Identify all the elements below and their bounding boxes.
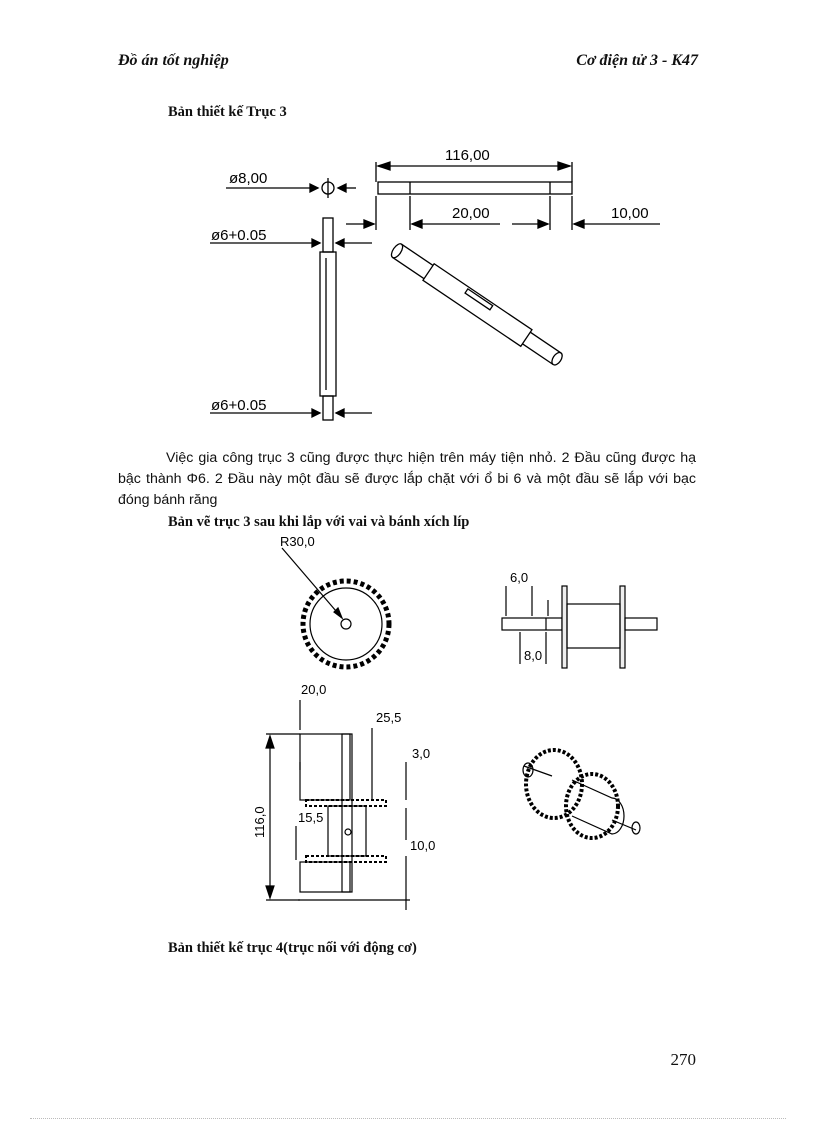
dim-dia8: ø8,00 (229, 170, 268, 187)
dim-tol-top: ø6+0.05 (211, 227, 267, 244)
dim-10: 10,0 (410, 838, 436, 853)
caption-shaft3-design: Bản thiết kế Trục 3 (168, 104, 287, 120)
dim-6: 6,0 (510, 570, 529, 585)
dim-3: 3,0 (412, 746, 431, 761)
header-right: Cơ điện tử 3 - K47 (576, 52, 698, 69)
sprocket-front-view (303, 581, 389, 667)
dim-20: 20,0 (301, 682, 327, 697)
dim-tol-bottom: ø6+0.05 (211, 397, 267, 414)
header-left: Đồ án tốt nghiệp (118, 52, 229, 69)
dim-radius: R30,0 (280, 534, 315, 549)
dim-15-5: 15,5 (298, 810, 324, 825)
dim-25-5: 25,5 (376, 710, 402, 725)
dim-116: 116,0 (252, 806, 267, 838)
caption-shaft4-design: Bản thiết kế trục 4(trục nối với động cơ) (168, 940, 417, 956)
dim-length-116: 116,00 (445, 147, 490, 164)
sprocket-isometric (523, 750, 640, 838)
footer-divider (30, 1118, 786, 1119)
process-paragraph-text: Việc gia công trục 3 cũng được thực hiện trên máy tiện nhỏ. 2 Đầu cũng được hạ bậc thành Φ6. 2 Đầu này một đầu sẽ được lắp chặt với ổ bi 6 và một đầu sẽ lắp với bạc đóng bánh răng (118, 450, 696, 508)
dim-length-20: 20,00 (452, 205, 490, 222)
dim-8: 8,0 (524, 648, 543, 663)
caption-shaft3-assembly: Bản vẽ trục 3 sau khi lắp với vai và bánh xích líp (168, 514, 470, 530)
dim-length-10: 10,00 (611, 205, 649, 222)
page-number: 270 (670, 1050, 696, 1069)
